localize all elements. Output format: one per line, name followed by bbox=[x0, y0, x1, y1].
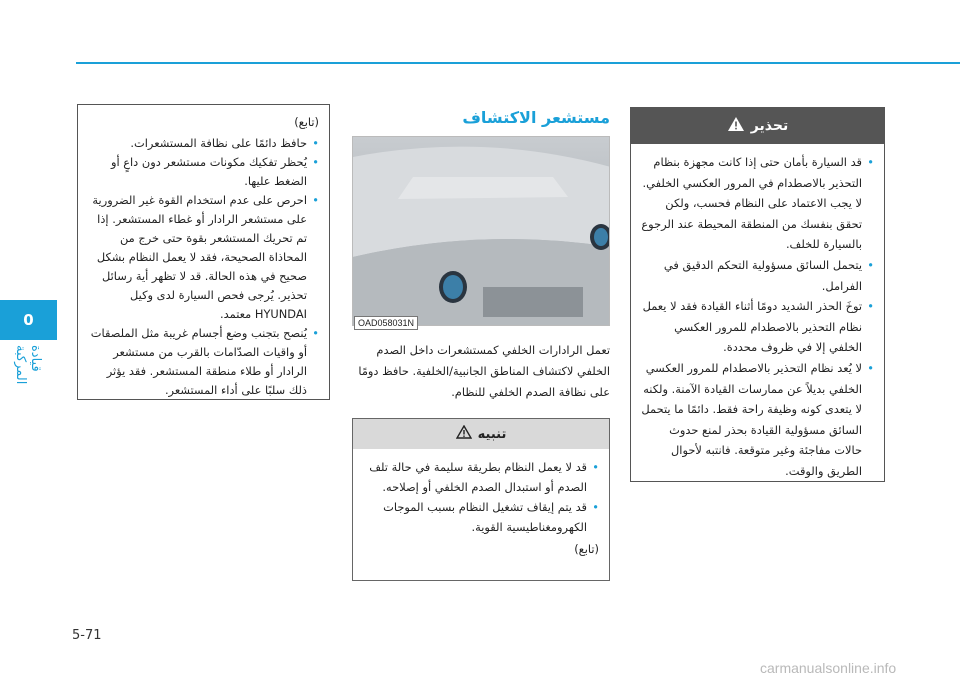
bumper-sensor-photo bbox=[352, 136, 610, 326]
list-item: • احرص على عدم استخدام القوة غير الضرورية على مستشعر الرادار أو غطاء المستشعر. إذا تم تحريك المستشعر بقوة حتى خرج من المحاذاة الصحيحة، فقد لا يعمل النظام بشكل صحيح في هذه الحالة. قد لا تظهر أية رسائل تحذير. يُرجى فحص السيارة لدى وكيل HYUNDAI معتمد. bbox=[88, 191, 319, 324]
caution-title: تنبيه bbox=[477, 426, 507, 442]
chapter-label: قيادة المركبة bbox=[13, 345, 43, 385]
caution-header bbox=[353, 419, 609, 449]
caution-triangle-icon bbox=[456, 425, 472, 443]
top-accent-rule bbox=[76, 62, 960, 64]
caution-box bbox=[352, 418, 610, 581]
info-box-continued bbox=[77, 104, 330, 400]
list-item: • توخَ الحذر الشديد دومًا أثناء القيادة فقد لا يعمل نظام التحذير بالاصطدام للمرور العكسي الخلفي إلا في ظروف محددة. bbox=[641, 296, 874, 358]
continued-label: (تابع) bbox=[294, 115, 319, 129]
warning-box bbox=[630, 107, 885, 482]
warning-title: تحذير bbox=[750, 118, 789, 134]
caution-body bbox=[353, 449, 609, 567]
section-paragraph: تعمل الرادارات الخلفي كمستشعرات داخل الصدم الخلفي لاكتشاف المناطق الجانبية/الخلفية. حافظ دومًا على نظافة الصدم الخلفي للنظام. bbox=[358, 343, 610, 399]
list-item: • قد السيارة بأمان حتى إذا كانت مجهزة بنظام التحذير بالاصطدام في المرور العكسي الخلفي. لا يجب الاعتماد على النظام فحسب، ولكن تحقق بنفسك من المنطقة المحيطة عند الرجوع بالسيارة للخلف. bbox=[641, 152, 874, 255]
warning-header bbox=[631, 108, 884, 144]
watermark: carmanualsonline.info bbox=[760, 660, 897, 676]
page-number: 5-71 bbox=[72, 628, 102, 643]
warning-body bbox=[631, 144, 884, 490]
list-item: • قد يتم إيقاف تشغيل النظام بسبب الموجات الكهرومغناطيسية القوية. bbox=[363, 497, 599, 537]
list-item: • لا يُعد نظام التحذير بالاصطدام للمرور العكسي الخلفي بديلاً عن ممارسات القيادة الآمنة. ولكنه لا يتعدى كونه وظيفة راحة فقط. دائمًا ما يتحمل السائق مسؤولية القيادة بحذر لمنع حدوث حالات مفاجئة وغير متوقعة. فانتبه لأحوال الطريق والوقت. bbox=[641, 358, 874, 482]
list-item: • حافظ دائمًا على نظافة المستشعرات. bbox=[88, 134, 319, 153]
chapter-number: 0 bbox=[23, 311, 34, 329]
info-list bbox=[88, 134, 319, 400]
continued-label: (تابع) bbox=[574, 542, 599, 556]
section-title: مستشعر الاكتشاف bbox=[462, 108, 610, 127]
chapter-tab bbox=[0, 300, 57, 340]
list-item: • يُحظر تفكيك مكونات مستشعر دون داعٍ أو الضغط عليها. bbox=[88, 153, 319, 191]
list-item: • يتحمل السائق مسؤولية التحكم الدقيق في الفرامل. bbox=[641, 255, 874, 296]
photo-code: OAD058031N bbox=[354, 316, 418, 330]
list-item: • يُنصح بتجنب وضع أجسام غريبة مثل الملصقات أو واقيات الصدّامات بالقرب من مستشعر الرادار أو طلاء منطقة المستشعر. فقد يؤثر ذلك سلبًا على أداء المستشعر. bbox=[88, 324, 319, 400]
warning-triangle-icon bbox=[727, 116, 745, 136]
list-item: • قد لا يعمل النظام بطريقة سليمة في حالة تلف الصدم أو استبدال الصدم الخلفي أو إصلاحه. bbox=[363, 457, 599, 497]
